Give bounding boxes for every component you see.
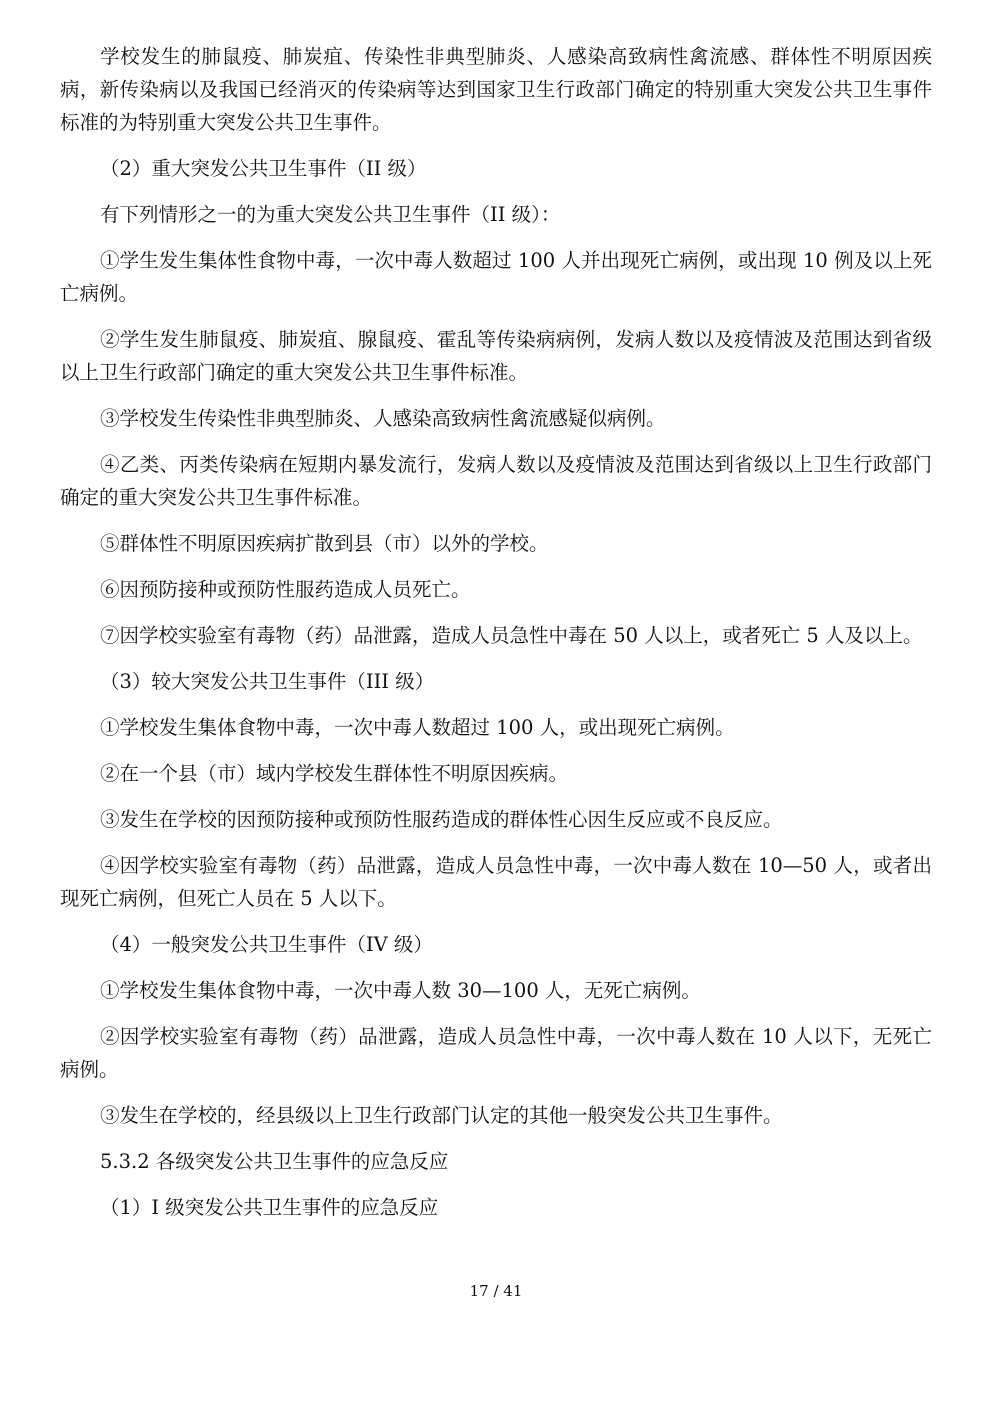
list-item-level-2-1: ①学生发生集体性食物中毒，一次中毒人数超过 100 人并出现死亡病例，或出现 10 例及以上死亡病例。 <box>60 249 932 305</box>
subheading-level-1-response: （1）I 级突发公共卫生事件的应急反应 <box>100 1196 439 1219</box>
list-item-level-3-2: ②在一个县（市）域内学校发生群体性不明原因疾病。 <box>100 762 569 785</box>
page-number: 17 / 41 <box>469 1282 523 1300</box>
paragraph-level-2-intro: 有下列情形之一的为重大突发公共卫生事件（II 级）： <box>100 203 561 226</box>
heading-level-3-event: （3）较大突发公共卫生事件（III 级） <box>100 670 435 693</box>
list-item-level-2-2: ②学生发生肺鼠疫、肺炭疽、腺鼠疫、霍乱等传染病病例，发病人数以及疫情波及范围达到省级以上卫生行政部门确定的重大突发公共卫生事件标准。 <box>60 328 932 384</box>
list-item-level-3-1: ①学校发生集体食物中毒，一次中毒人数超过 100 人，或出现死亡病例。 <box>100 716 735 739</box>
list-item-level-4-1: ①学校发生集体食物中毒，一次中毒人数 30—100 人，无死亡病例。 <box>100 979 701 1002</box>
list-item-level-4-2: ②因学校实验室有毒物（药）品泄露，造成人员急性中毒，一次中毒人数在 10 人以下，无死亡病例。 <box>60 1025 932 1081</box>
list-item-level-2-5: ⑤群体性不明原因疾病扩散到县（市）以外的学校。 <box>100 532 549 555</box>
list-item-level-2-4: ④乙类、丙类传染病在短期内暴发流行，发病人数以及疫情波及范围达到省级以上卫生行政部门确定的重大突发公共卫生事件标准。 <box>60 453 932 509</box>
list-item-level-2-3: ③学校发生传染性非典型肺炎、人感染高致病性禽流感疑似病例。 <box>100 407 666 430</box>
heading-level-4-event: （4）一般突发公共卫生事件（IV 级） <box>100 933 433 956</box>
list-item-level-2-6: ⑥因预防接种或预防性服药造成人员死亡。 <box>100 578 471 601</box>
list-item-level-3-4: ④因学校实验室有毒物（药）品泄露，造成人员急性中毒，一次中毒人数在 10—50 人，或者出现死亡病例，但死亡人员在 5 人以下。 <box>60 854 932 910</box>
list-item-level-2-7: ⑦因学校实验室有毒物（药）品泄露，造成人员急性中毒在 50 人以上，或者死亡 5 人及以上。 <box>100 624 923 647</box>
section-heading-5-3-2: 5.3.2 各级突发公共卫生事件的应急反应 <box>100 1150 449 1173</box>
paragraph-special-event-definition: 学校发生的肺鼠疫、肺炭疽、传染性非典型肺炎、人感染高致病性禽流感、群体性不明原因疾病，新传染病以及我国已经消灭的传染病等达到国家卫生行政部门确定的特别重大突发公共卫生事件标准的为特别重大突发公共卫生事件。 <box>60 45 932 134</box>
heading-level-2-event: （2）重大突发公共卫生事件（II 级） <box>100 157 427 180</box>
list-item-level-4-3: ③发生在学校的，经县级以上卫生行政部门认定的其他一般突发公共卫生事件。 <box>100 1104 783 1127</box>
list-item-level-3-3: ③发生在学校的因预防接种或预防性服药造成的群体性心因生反应或不良反应。 <box>100 808 783 831</box>
